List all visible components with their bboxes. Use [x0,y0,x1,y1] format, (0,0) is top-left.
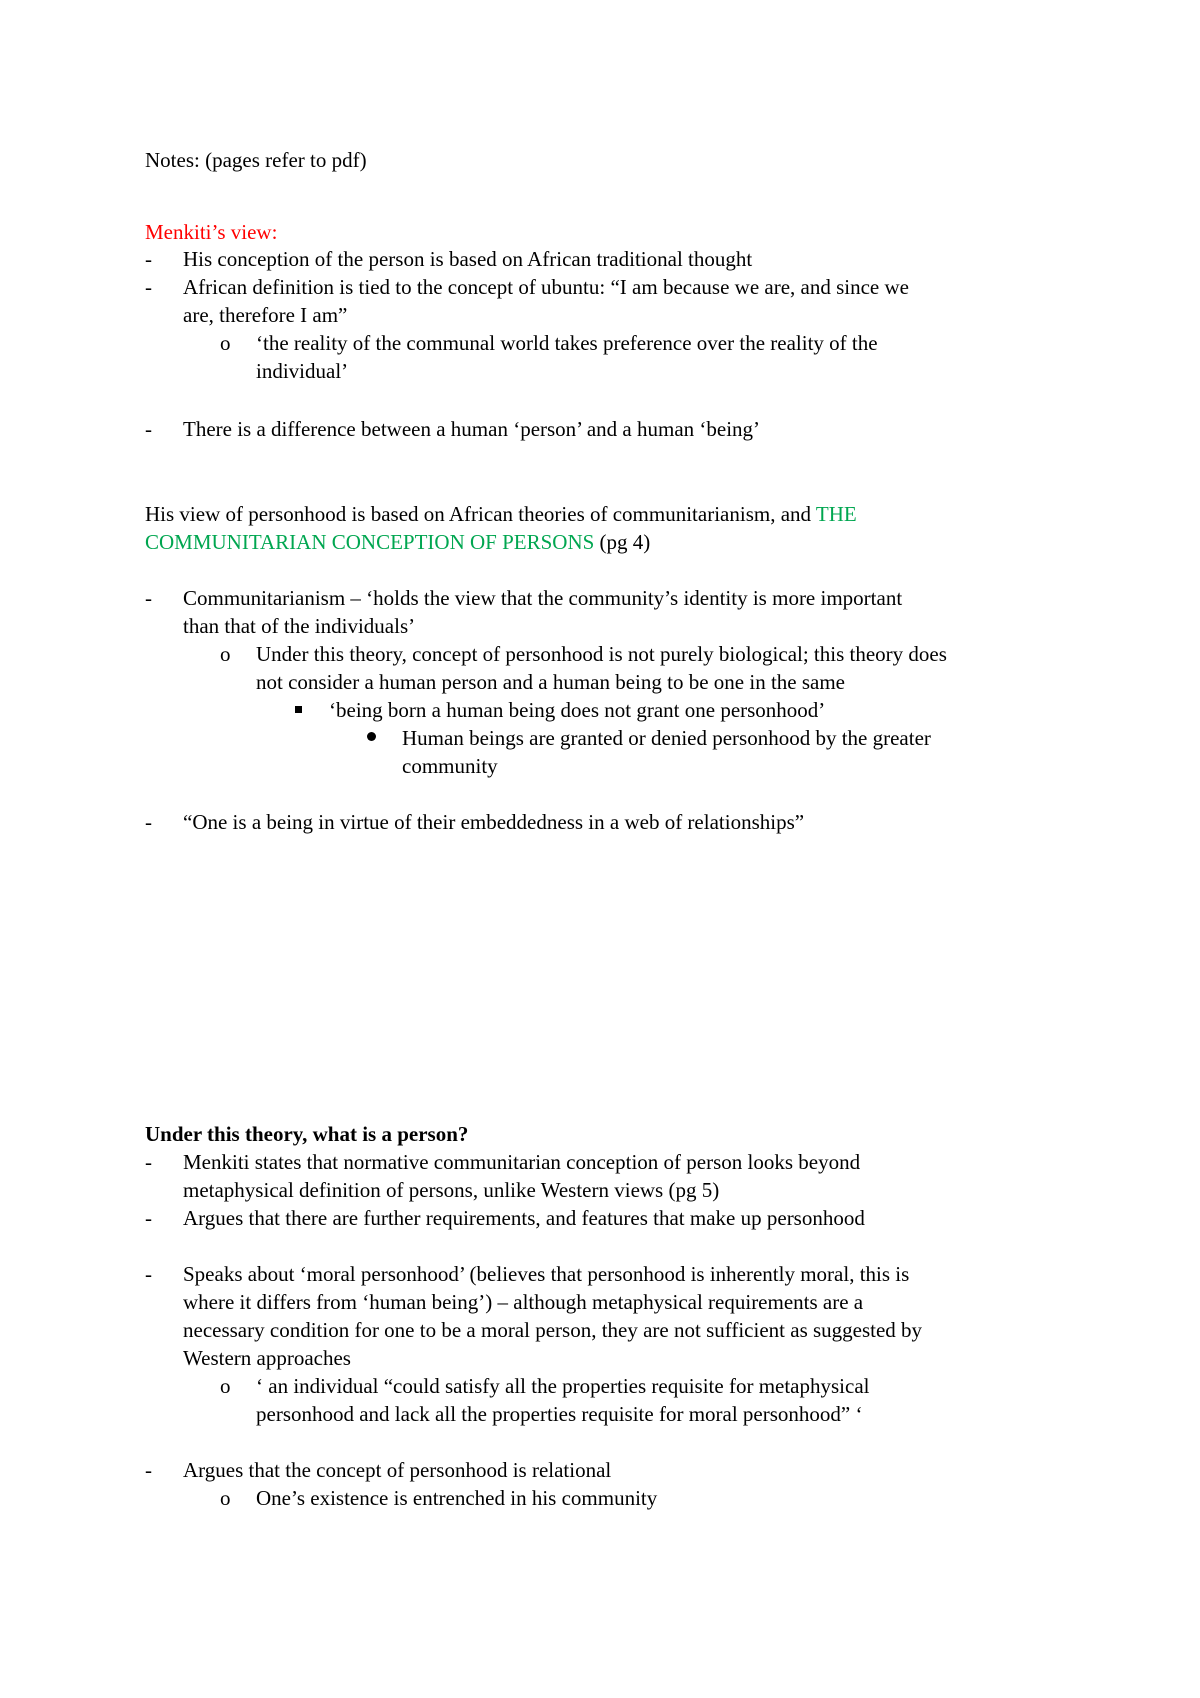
bullet-text-continued: necessary condition for one to be a moral person, they are not sufficient as suggested by [183,1318,923,1342]
bullet-text: Menkiti states that normative communitarian conception of person looks beyond [183,1150,861,1174]
square-bullet-icon [295,706,302,713]
bullet-text-continued: than that of the individuals’ [183,614,416,638]
highlight-text: COMMUNITARIAN CONCEPTION OF PERSONS [145,530,595,554]
deep-bullet-text-continued: community [402,754,498,778]
dash-bullet: - [145,810,152,834]
section-heading-person: Under this theory, what is a person? [145,1122,469,1146]
notes-header: Notes: (pages refer to pdf) [145,148,367,172]
circle-bullet: o [220,1374,231,1398]
bullet-text-continued: are, therefore I am” [183,303,348,327]
intro-paragraph-line-1 [145,500,857,528]
sub-bullet-text-continued: personhood and lack all the properties requisite for moral personhood” ‘ [256,1402,863,1426]
bullet-text: Argues that the concept of personhood is relational [183,1458,612,1482]
bullet-text: “One is a being in virtue of their embeddedness in a web of relationships” [183,810,805,834]
dash-bullet: - [145,417,152,441]
deep-bullet-text: Human beings are granted or denied personhood by the greater [402,726,931,750]
sub-bullet-text: ‘ an individual “could satisfy all the properties requisite for metaphysical [256,1374,870,1398]
intro-text: His view of personhood is based on African theories of communitarianism, and [145,502,816,526]
bullet-text-continued: where it differs from ‘human being’) – although metaphysical requirements are a [183,1290,864,1314]
circle-bullet: o [220,642,231,666]
sub-bullet-text: Under this theory, concept of personhood is not purely biological; this theory does [256,642,947,666]
dash-bullet: - [145,586,152,610]
highlight-text: THE [815,502,857,526]
dash-bullet: - [145,1150,152,1174]
bullet-text: Communitarianism – ‘holds the view that the community’s identity is more important [183,586,903,610]
circle-bullet: o [220,1486,231,1510]
bullet-text: His conception of the person is based on African traditional thought [183,247,753,271]
bullet-text: African definition is tied to the concept of ubuntu: “I am because we are, and since we [183,275,909,299]
intro-text: (pg 4) [594,530,651,554]
bullet-text-continued: Western approaches [183,1346,351,1370]
bullet-text: Speaks about ‘moral personhood’ (believes that personhood is inherently moral, this is [183,1262,910,1286]
sub-bullet-text: One’s existence is entrenched in his community [256,1486,658,1510]
dot-bullet-icon [367,732,376,741]
bullet-text: There is a difference between a human ‘person’ and a human ‘being’ [183,417,761,441]
dash-bullet: - [145,275,152,299]
bullet-text: Argues that there are further requirements, and features that make up personhood [183,1206,865,1230]
sub-bullet-text-continued: individual’ [256,359,349,383]
intro-paragraph-line-2 [145,528,650,556]
bullet-text-continued: metaphysical definition of persons, unlike Western views (pg 5) [183,1178,720,1202]
dash-bullet: - [145,1206,152,1230]
dash-bullet: - [145,247,152,271]
sub-bullet-text-continued: not consider a human person and a human being to be one in the same [256,670,846,694]
circle-bullet: o [220,331,231,355]
section-heading-menkiti: Menkiti’s view: [145,220,278,244]
dash-bullet: - [145,1262,152,1286]
sub-bullet-text: ‘the reality of the communal world takes preference over the reality of the [256,331,878,355]
sub-sub-bullet-text: ‘being born a human being does not grant one personhood’ [329,698,826,722]
dash-bullet: - [145,1458,152,1482]
